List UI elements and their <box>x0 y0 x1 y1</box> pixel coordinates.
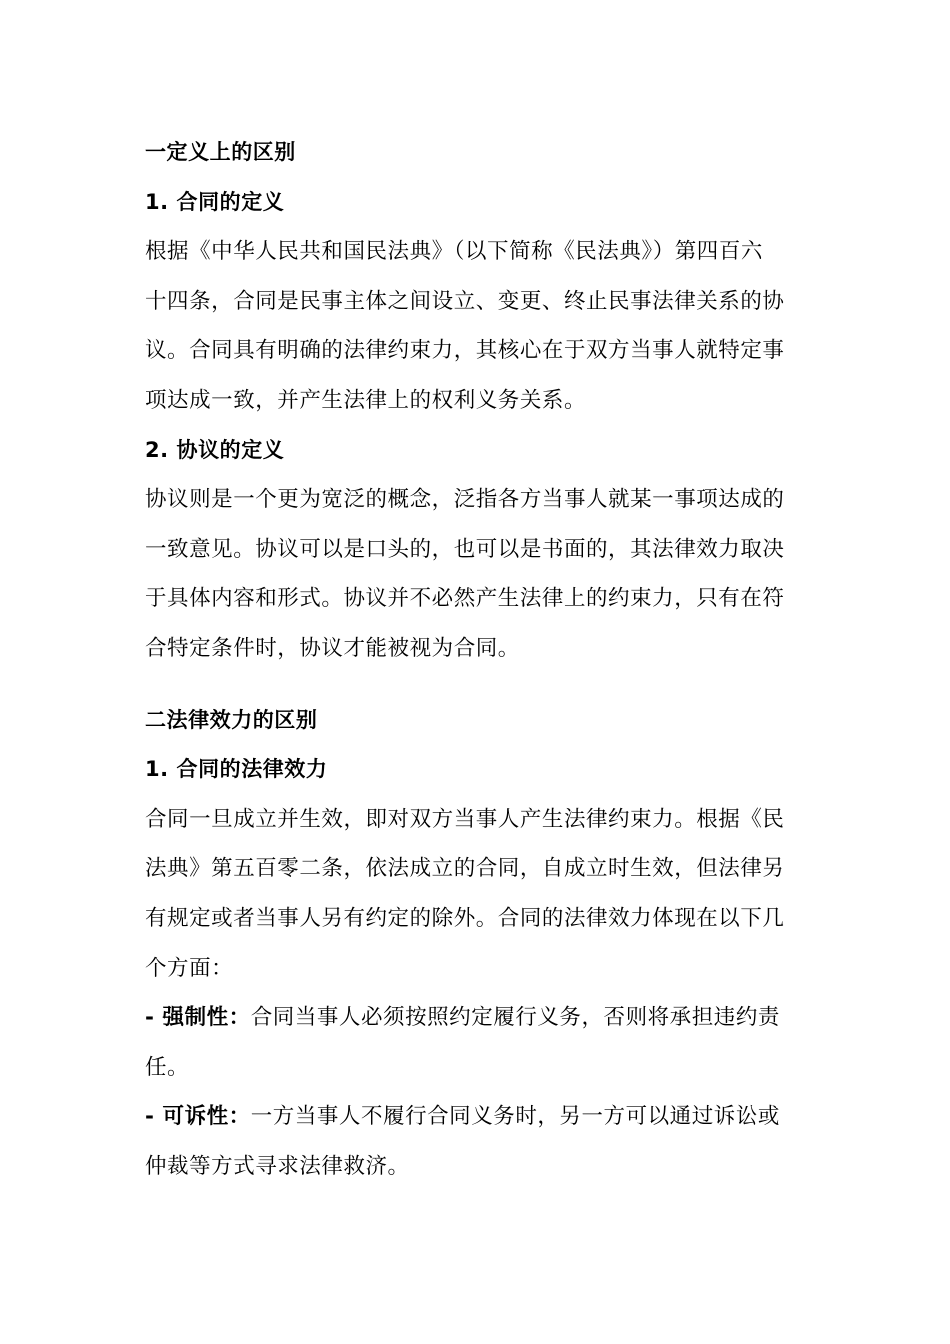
bullet-label: 强制性： <box>162 1005 251 1031</box>
bullet-label: 可诉性： <box>162 1104 251 1130</box>
paragraph-line: 项达成一致，并产生法律上的权利义务关系。 <box>145 387 587 413</box>
paragraph-line: 议。合同具有明确的法律约束力，其核心在于双方当事人就特定事 <box>145 338 785 364</box>
subheading-contract-legal-effect: 1. 合同的法律效力 <box>145 757 328 782</box>
section-heading-legal-effect: 二法律效力的区别 <box>145 707 318 732</box>
paragraph-line: 合同一旦成立并生效，即对双方当事人产生法律约束力。根据《民 <box>145 806 785 832</box>
paragraph-line: 个方面： <box>145 955 234 981</box>
paragraph-line: 于具体内容和形式。协议并不必然产生法律上的约束力，只有在符 <box>145 586 785 612</box>
paragraph-line: 法典》第五百零二条，依法成立的合同，自成立时生效，但法律另 <box>145 856 785 882</box>
paragraph-line: 一致意见。协议可以是口头的，也可以是书面的，其法律效力取决 <box>145 536 785 562</box>
bullet-continuation: 仲裁等方式寻求法律救济。 <box>145 1153 410 1179</box>
bullet-item-enforceability <box>145 993 800 1043</box>
document-body <box>145 128 800 1191</box>
paragraph-line: 有规定或者当事人另有约定的除外。合同的法律效力体现在以下几 <box>145 905 785 931</box>
paragraph-line: 合特定条件时，协议才能被视为合同。 <box>145 635 520 661</box>
section-spacer <box>145 674 800 696</box>
paragraph-line: 十四条，合同是民事主体之间设立、变更、终止民事法律关系的协 <box>145 288 785 314</box>
bullet-continuation: 任。 <box>145 1054 190 1080</box>
bullet-text: 一方当事人不履行合同义务时，另一方可以通过诉讼或 <box>250 1104 780 1130</box>
bullet-prefix: - <box>145 1104 163 1130</box>
bullet-prefix: - <box>145 1005 163 1031</box>
paragraph-line: 协议则是一个更为宽泛的概念，泛指各方当事人就某一事项达成的 <box>145 487 785 513</box>
subheading-agreement-definition: 2. 协议的定义 <box>145 437 285 462</box>
paragraph-line: 根据《中华人民共和国民法典》（以下简称《民法典》）第四百六 <box>145 239 763 265</box>
section-heading-definition: 一定义上的区别 <box>145 140 296 164</box>
subheading-contract-definition: 1. 合同的定义 <box>145 189 285 214</box>
bullet-item-actionability <box>145 1092 800 1142</box>
bullet-text: 合同当事人必须按照约定履行义务，否则将承担违约责 <box>250 1005 780 1031</box>
